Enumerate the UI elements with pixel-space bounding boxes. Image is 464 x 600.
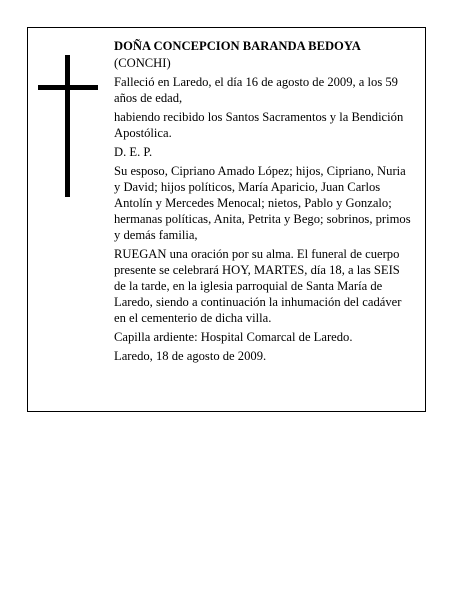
obituary-paragraph-death: Falleció en Laredo, el día 16 de agosto de 2009, a los 59 años de edad, bbox=[114, 75, 398, 105]
obituary-paragraph-rip: D. E. P. bbox=[114, 145, 153, 159]
obituary-paragraph-funeral: RUEGAN una oración por su alma. El funeral de cuerpo presente se celebrará HOY, MARTES, día 18, a las SEIS de la tarde, en la iglesia parroquial de Santa María de Laredo, siendo a continuación la inhumación del cadáver en el cementerio de dicha villa. bbox=[114, 247, 402, 325]
cross-vertical-bar bbox=[65, 55, 70, 197]
cross-icon bbox=[38, 55, 98, 197]
deceased-name: DOÑA CONCEPCION BARANDA BEDOYA bbox=[114, 39, 361, 53]
cross-horizontal-bar bbox=[38, 85, 98, 90]
obituary-paragraph-sacraments: habiendo recibido los Santos Sacramentos y la Bendición Apostólica. bbox=[114, 110, 404, 140]
obituary-paragraph-date: Laredo, 18 de agosto de 2009. bbox=[114, 349, 267, 363]
obituary-paragraph-chapel: Capilla ardiente: Hospital Comarcal de Laredo. bbox=[114, 330, 353, 344]
obituary-text bbox=[114, 38, 414, 367]
deceased-nickname: (CONCHI) bbox=[114, 56, 171, 70]
obituary-paragraph-family: Su esposo, Cipriano Amado López; hijos, Cipriano, Nuria y David; hijos políticos, María Aparicio, Juan Carlos Antolín y Mercedes Menocal; nietos, Pablo y Gonzalo; hermanas políticas, Anita, Petrita y Bego; sobrinos, primos y demás familia, bbox=[114, 164, 411, 242]
